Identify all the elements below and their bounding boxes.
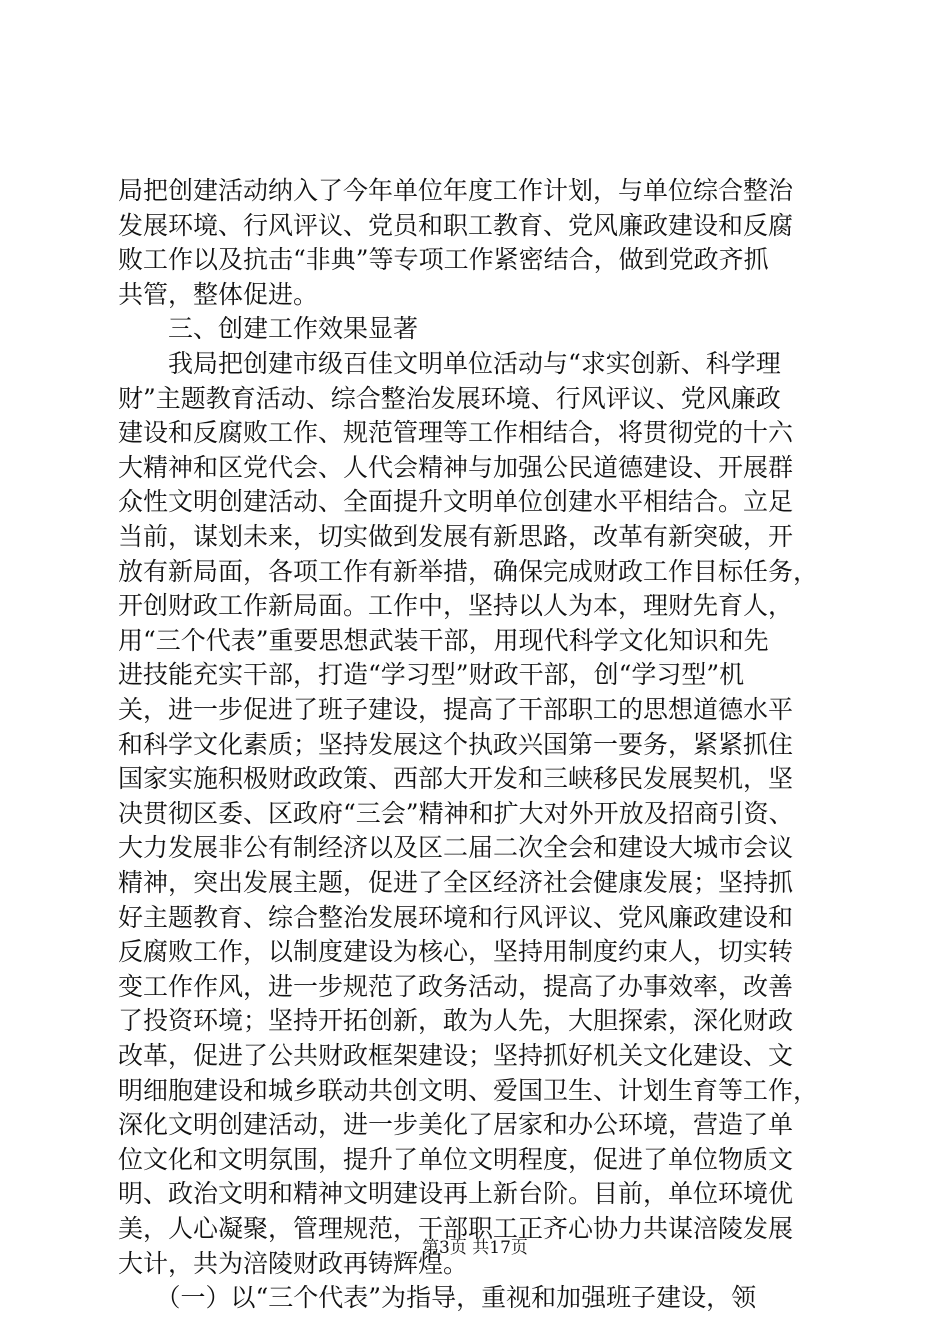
text-line: 进技能充实干部，打造“学习型”财政干部，创“学习型”机 [118, 660, 745, 690]
text-line: 反腐败工作，以制度建设为核心，坚持用制度约束人，切实转 [118, 937, 794, 967]
text-line: 放有新局面，各项工作有新举措，确保完成财政工作目标任务， [118, 556, 819, 586]
text-line: 建设和反腐败工作、规范管理等工作相结合，将贯彻党的十六 [118, 418, 794, 448]
text-line: 关，进一步促进了班子建设，提高了干部职工的思想道德水平 [118, 695, 794, 724]
text-line: 美，人心凝聚，管理规范，干部职工正齐心协力共谋涪陵发展 [118, 1214, 794, 1243]
text-line: 好主题教育、综合整治发展环境和行风评议、党风廉政建设和 [118, 902, 794, 932]
text-line: 决贯彻区委、区政府“三会”精神和扩大对外开放及招商引资、 [118, 798, 794, 828]
text-line: 改革，促进了公共财政框架建设；坚持抓好机关文化建设、文 [118, 1041, 794, 1070]
text-line: 发展环境、行风评议、党员和职工教育、党风廉政建设和反腐 [118, 210, 794, 240]
text-line: 开创财政工作新局面。工作中，坚持以人为本，理财先育人， [118, 591, 794, 621]
text-line: 大力发展非公有制经济以及区二届二次全会和建设大城市会议 [118, 833, 794, 863]
text-line: 众性文明创建活动、全面提升文明单位创建水平相结合。立足 [118, 487, 794, 517]
text-line: 用“三个代表”重要思想武装干部，用现代科学文化知识和先 [118, 625, 769, 655]
text-line: 和科学文化素质；坚持发展这个执政兴国第一要务，紧紧抓住 [118, 729, 794, 759]
text-line: 明细胞建设和城乡联动共创文明、爱国卫生、计划生育等工作， [118, 1075, 819, 1105]
text-line: 败工作以及抗击“非典”等专项工作紧密结合，做到党政齐抓 [118, 245, 769, 275]
text-line: 大精神和区党代会、人代会精神与加强公民道德建设、开展群 [118, 452, 794, 482]
text-line: 局把创建活动纳入了今年单位年度工作计划，与单位综合整治 [118, 176, 794, 205]
text-line: 三、创建工作效果显著 [118, 314, 419, 344]
text-line: 国家实施积极财政政策、西部大开发和三峡移民发展契机，坚 [118, 764, 794, 794]
text-line: 深化文明创建活动，进一步美化了居家和办公环境，营造了单 [118, 1110, 794, 1140]
text-line: 位文化和文明氛围，提升了单位文明程度，促进了单位物质文 [118, 1144, 794, 1174]
page-footer: 第3页 共17页 [422, 1238, 528, 1258]
text-line: 了投资环境；坚持开拓创新，敢为人先，大胆探索，深化财政 [118, 1006, 794, 1036]
text-line: 精神，突出发展主题，促进了全区经济社会健康发展；坚持抓 [118, 868, 794, 897]
text-line: 我局把创建市级百佳文明单位活动与“求实创新、科学理 [118, 349, 781, 378]
text-line: 大计，共为涪陵财政再铸辉煌。 [118, 1248, 469, 1278]
text-line: 当前，谋划未来，切实做到发展有新思路，改革有新突破，开 [118, 522, 794, 551]
text-line: 财”主题教育活动、综合整治发展环境、行风评议、党风廉政 [118, 383, 781, 413]
text-line: 明、政治文明和精神文明建设再上新台阶。目前，单位环境优 [118, 1179, 794, 1209]
text-line: 共管，整体促进。 [118, 279, 319, 309]
text-line: 变工作作风，进一步规范了政务活动，提高了办事效率，改善 [118, 971, 794, 1001]
text-line: （一）以“三个代表”为指导，重视和加强班子建设，领 [118, 1283, 757, 1313]
